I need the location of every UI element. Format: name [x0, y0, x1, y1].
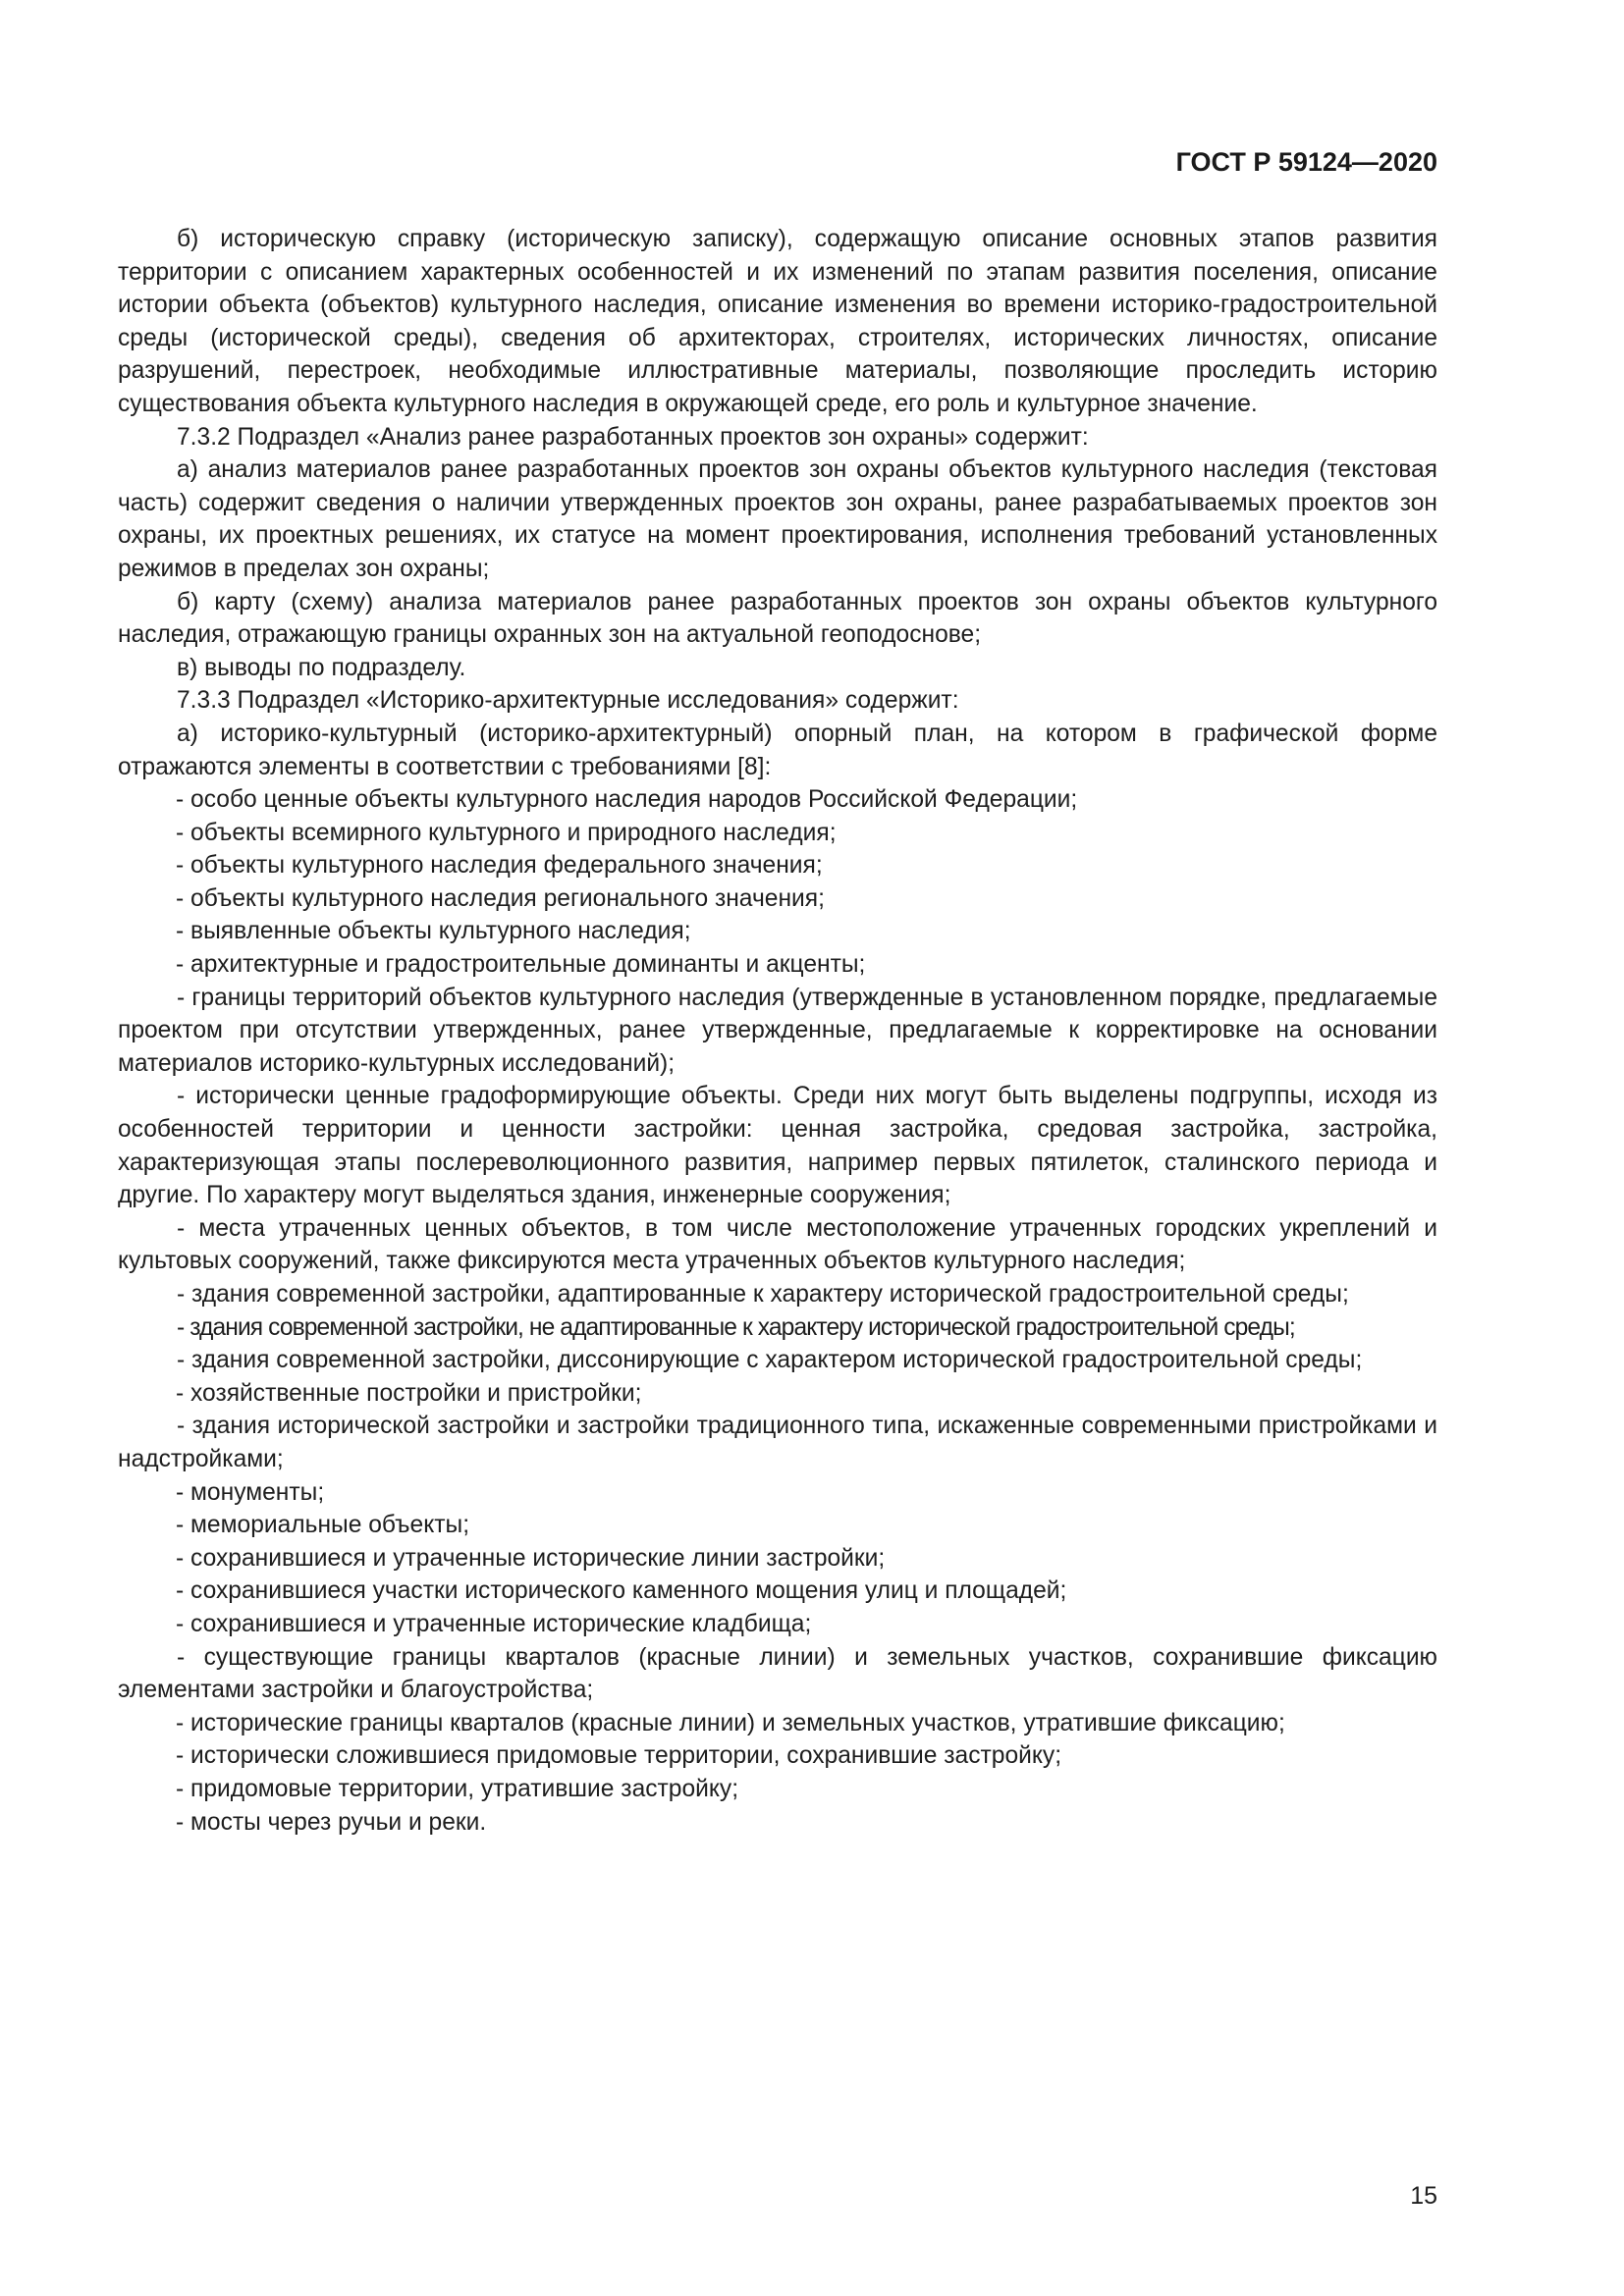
list-item-outbuildings: - хозяйственные постройки и пристройки; — [176, 1379, 642, 1407]
document-body — [118, 223, 1437, 1839]
list-item: - объекты культурного наследия регионального значения; — [176, 884, 825, 912]
list-item: - объекты культурного наследия федерального значения; — [176, 852, 823, 880]
list-item-modern-dissonant: - здания современной застройки, диссонирующие с характером исторической градостроительной среды; — [177, 1347, 1363, 1374]
paragraph-historical-note: б) историческую справку (историческую записку), содержащую описание основных этапов развития территории с описанием характерных особенностей и их изменений по этапам развития поселения, описание истории объекта (объектов) культурного наследия, описание изменения во времени историко-градостроительной среды (исторической среды), сведения об архитекторах, строителях, исторических личностях, описание разрушений, перестроек, необходимые иллюстративные материалы, позволяющие проследить историю существования объекта культурного наследия в окружающей среде, его роль и культурное значение. — [118, 226, 1437, 417]
list-item: - архитектурные и градостроительные доминанты и акценты; — [176, 951, 866, 979]
section-7-3-2-item-a: а) анализ материалов ранее разработанных проектов зон охраны объектов культурного наследия (текстовая часть) содержит сведения о наличии утвержденных проектов зон охраны, ранее разрабатываемых проектов зон охраны, их проектных решениях, их статусе на момент проектирования, исполнения требований установленных режимов в пределах зон охраны; — [118, 456, 1437, 582]
list-item: - сохранившиеся и утраченные исторические линии застройки; — [176, 1544, 886, 1572]
list-item: - особо ценные объекты культурного наследия народов Российской Федерации; — [176, 786, 1078, 814]
list-item: - исторические границы кварталов (красные линии) и земельных участков, утратившие фиксацию; — [176, 1709, 1285, 1736]
list-item-boundaries: - границы территорий объектов культурного наследия (утвержденные в установленном порядке, предлагаемые проектом при отсутствии утвержденных, ранее утвержденные, предлагаемые к корректировке на основании материалов историко-культурных исследований); — [118, 984, 1437, 1077]
list-item: - выявленные объекты культурного наследия; — [176, 918, 691, 945]
section-7-3-2-item-v: в) выводы по подразделу. — [177, 654, 466, 681]
document-code-header: ГОСТ Р 59124—2020 — [1175, 147, 1437, 177]
list-item: - исторически сложившиеся придомовые территории, сохранившие застройку; — [176, 1742, 1062, 1770]
list-item-lost-places: - места утраченных ценных объектов, в том числе местоположение утраченных городских укреплений и культовых сооружений, также фиксируются места утраченных объектов культурного наследия; — [118, 1214, 1437, 1275]
list-item: - сохранившиеся и утраченные исторические кладбища; — [176, 1610, 812, 1637]
page-number: 15 — [1410, 2182, 1437, 2210]
list-item-block-borders: - существующие границы кварталов (красные линии) и земельных участков, сохранившие фиксацию элементами застройки и благоустройства; — [118, 1643, 1437, 1704]
list-item-modern-not-adapted: - здания современной застройки, не адаптированные к характеру исторической градостроительной среды; — [177, 1313, 1295, 1341]
list-item-modern-adapted: - здания современной застройки, адаптированные к характеру исторической градостроительной среды; — [177, 1281, 1349, 1308]
list-item-valuable-objects: - исторически ценные градоформирующие объекты. Среди них могут быть выделены подгруппы, исходя из особенностей территории и ценности застройки: ценная застройка, средовая застройка, застройка, характеризующая этапы послереволюционного развития, например первых пятилеток, сталинского периода и другие. По характеру могут выделяться здания, инженерные сооружения; — [118, 1083, 1437, 1209]
list-item-distorted: - здания исторической застройки и застройки традиционного типа, искаженные современными пристройками и надстройками; — [118, 1413, 1437, 1472]
list-item: - придомовые территории, утратившие застройку; — [176, 1775, 739, 1802]
list-item: - мосты через ручьи и реки. — [176, 1808, 487, 1836]
section-7-3-2-item-b: б) карту (схему) анализа материалов ранее разработанных проектов зон охраны объектов культурного наследия, отражающую границы охранных зон на актуальной геоподоснове; — [118, 588, 1437, 649]
list-item: - мемориальные объекты; — [176, 1512, 470, 1539]
list-item: - монументы; — [176, 1478, 325, 1506]
section-7-3-2-title: 7.3.2 Подраздел «Анализ ранее разработанных проектов зон охраны» содержит: — [177, 423, 1089, 451]
section-7-3-3-item-a: а) историко-культурный (историко-архитектурный) опорный план, на котором в графической форме отражаются элементы в соответствии с требованиями [8]: — [118, 720, 1437, 780]
section-7-3-3-title: 7.3.3 Подраздел «Историко-архитектурные исследования» содержит: — [177, 687, 959, 715]
list-item: - сохранившиеся участки исторического каменного мощения улиц и площадей; — [176, 1577, 1067, 1605]
list-item: - объекты всемирного культурного и природного наследия; — [176, 819, 837, 846]
